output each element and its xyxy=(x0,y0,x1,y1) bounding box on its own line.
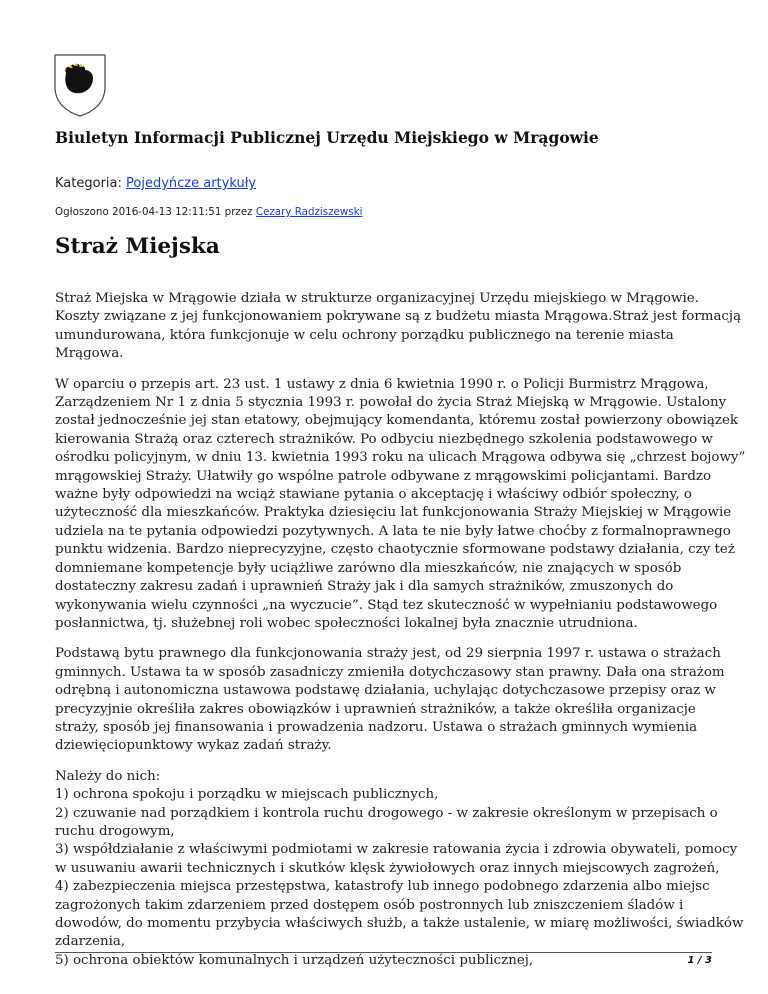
paragraph-line: posłannictwa, tj. służebnej roli wobec społeczności lokalnej była znacznie utrudniona. xyxy=(55,615,638,631)
paragraph-line: dowodów, do momentu przybycia właściwych służb, a także ustalenie, w miarę możliwości, świadków xyxy=(55,916,744,931)
posted-prefix: Ogłoszono 2016-04-13 12:11:51 przez xyxy=(55,206,253,218)
paragraph-line: precyzyjnie określiła zakres obowiązków i uprawnień strażników, a także określiła organizacje xyxy=(55,701,696,717)
paragraph-line: mrągowskiej Straży. Ułatwiły go wspólne patrole odbywane z mrągowskimi policjantami. Bardzo xyxy=(55,468,712,484)
paragraph-line: domniemane kompetencje były uciążliwe zarówno dla mieszkańców, nie znających w sposób xyxy=(55,560,682,576)
paragraph-line: umundurowana, która funkcjonuje w celu ochrony porządku publicznego na terenie miasta xyxy=(55,327,674,343)
paragraph-line: udziela na te pytania odpowiedzi pozytywnych. A lata te nie były łatwe choćby z formalnoprawnego xyxy=(55,523,731,539)
paragraph-line: 3) współdziałanie z właściwymi podmiotami w zakresie ratowania życia i zdrowia obywateli, pomocy xyxy=(55,842,738,858)
paragraph-line: ośrodku policyjnym, w dniu 13. kwietnia 1993 roku na ulicach Mrągowa odbywa się „chrzest bojowy” xyxy=(55,450,746,466)
paragraph-line: Straż Miejska w Mrągowie działa w strukturze organizacyjnej Urzędu miejskiego w Mrągowie. xyxy=(55,291,699,306)
article-content xyxy=(55,290,746,982)
paragraph-line: w usuwaniu awarii technicznych i skutków klęsk żywiołowych oraz innych miejscowych zagrożeń, xyxy=(55,860,720,876)
category-label: Kategoria: xyxy=(55,176,122,191)
paragraph-line: 4) zabezpieczenia miejsca przestępstwa, katastrofy lub innego podobnego zdarzenia albo miejsc xyxy=(55,879,710,895)
paragraph-line: kierowania Strażą oraz czterech strażników. Po odbyciu niezbędnego szkolenia podstawowego w xyxy=(55,431,713,447)
page-number: 1 / 3 xyxy=(687,955,712,966)
paragraph-line: 5) ochrona obiektów komunalnych i urządzeń użyteczności publicznej, xyxy=(55,952,534,968)
paragraph-line: zdarzenia, xyxy=(55,934,126,950)
paragraph-line: W oparciu o przepis art. 23 ust. 1 ustawy z dnia 6 kwietnia 1990 r. o Policji Burmistrz Mrągowa, xyxy=(55,376,709,392)
article-paragraph xyxy=(55,376,746,634)
category-link[interactable]: Pojedyńcze artykuły xyxy=(126,176,257,191)
paragraph-line: Należy do nich: xyxy=(55,768,161,784)
paragraph-line: Koszty związane z jej funkcjonowaniem pokrywane są z budżetu miasta Mrągowa.Straż jest formacją xyxy=(55,309,742,325)
article-title: Straż Miejska xyxy=(55,234,220,259)
article-paragraph xyxy=(55,768,744,970)
coat-of-arms-icon xyxy=(53,53,107,117)
author-link[interactable]: Cezary Radziszewski xyxy=(255,206,363,218)
paragraph-line: zagrożonych takim zdarzeniem przed dostępem osób postronnych lub zniszczeniem śladów i xyxy=(55,897,684,913)
site-title: Biuletyn Informacji Publicznej Urzędu Miejskiego w Mrągowie xyxy=(55,128,599,147)
paragraph-line: gminnych. Ustawa ta w sposób zasadniczy zmieniła dotychczasowy stan prawny. Dała ona strażom xyxy=(55,664,725,680)
category-line xyxy=(55,176,256,191)
paragraph-line: 2) czuwanie nad porządkiem i kontrola ruchu drogowego - w zakresie określonym w przepisach o xyxy=(55,805,718,821)
article-paragraph xyxy=(55,645,725,755)
paragraph-line: odrębną i autonomiczna ustawowa podstawę działania, uchylając dotychczasowe przepisy oraz w xyxy=(55,683,716,699)
paragraph-line: został jednocześnie jej stan etatowy, obejmujący komendanta, któremu został powierzony obowiązek xyxy=(55,413,738,429)
posted-info xyxy=(55,206,362,218)
article-paragraph xyxy=(55,290,742,364)
paragraph-line: dostateczny zakresu zadań i uprawnień Straży jak i dla samych strażników, zmuszonych do xyxy=(55,579,674,595)
paragraph-line: ruchu drogowym, xyxy=(55,823,175,839)
paragraph-line: straży, sposób jej finansowania i prowadzenia nadzoru. Ustawa o strażach gminnych wymienia xyxy=(55,719,698,735)
paragraph-line: Podstawą bytu prawnego dla funkcjonowania straży jest, od 29 sierpnia 1997 r. ustawa o strażach xyxy=(55,646,721,662)
paragraph-line: ważne były odpowiedzi na wciąż stawiane pytania o akceptację i właściwy odbiór społeczny, o xyxy=(55,487,692,503)
paragraph-line: wykonywania wielu czynności „na wyczucie”. Stąd tez skuteczność w wypełnianiu podstawowego xyxy=(55,597,718,613)
paragraph-line: dziewięciopunktowy wykaz zadań straży. xyxy=(55,738,332,754)
paragraph-line: Mrągowa. xyxy=(55,346,124,362)
footer-divider xyxy=(55,952,712,953)
paragraph-line: Zarządzeniem Nr 1 z dnia 5 stycznia 1993 r. powołał do życia Straż Miejską w Mrągowie. Ustalony xyxy=(55,395,727,411)
paragraph-line: użyteczność dla mieszkańców. Praktyka dziesięciu lat funkcjonowania Straży Miejskiej w Mrągowie xyxy=(55,505,732,521)
paragraph-line: 1) ochrona spokoju i porządku w miejscach publicznych, xyxy=(55,787,439,803)
paragraph-line: punktu widzenia. Bardzo nieprecyzyjne, często chaotycznie sformowane podstawy działania, czy też xyxy=(55,542,735,558)
